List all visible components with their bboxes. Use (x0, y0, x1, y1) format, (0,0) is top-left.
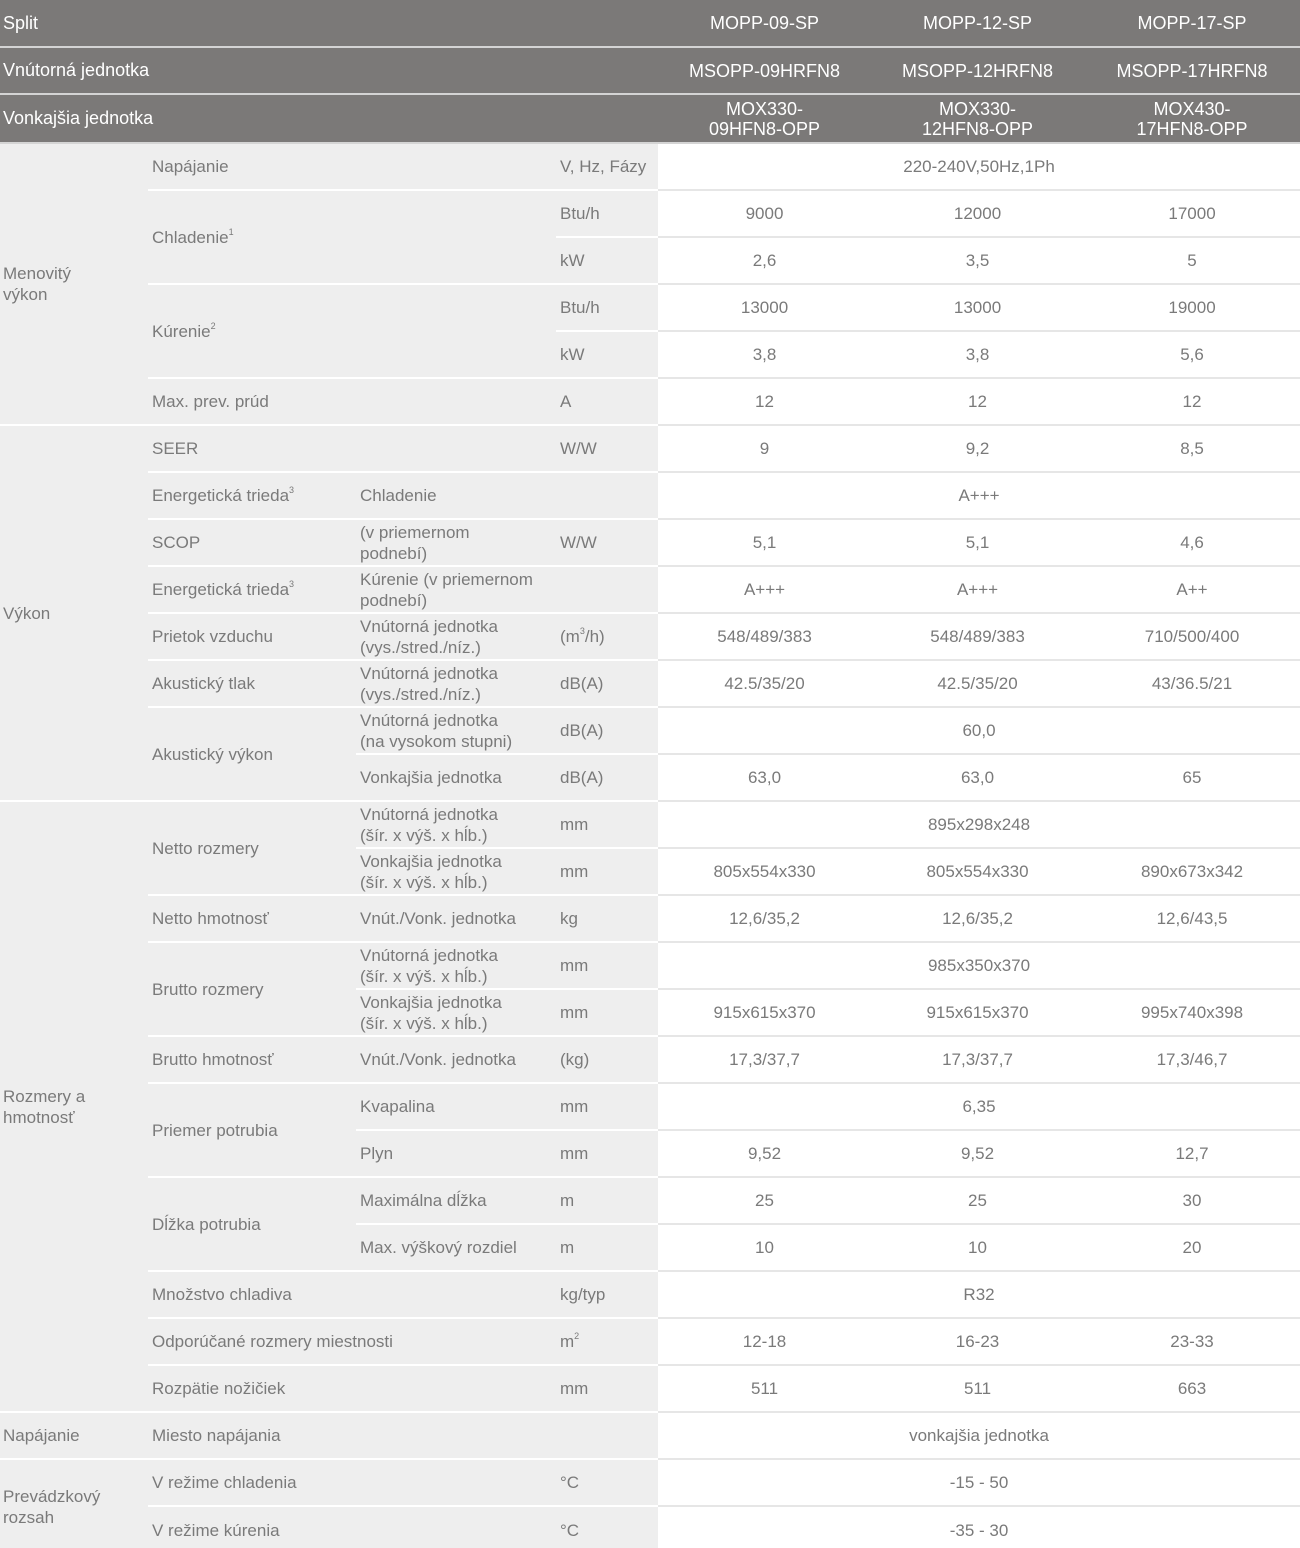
value-cell: -15 - 50 (658, 1459, 1300, 1506)
param-label: Brutto hmotnosť (148, 1036, 356, 1083)
value-cell: A+++ (871, 566, 1084, 613)
sub-label: Plyn (356, 1130, 556, 1177)
value-cell: 5,6 (1084, 331, 1300, 378)
table-row (0, 1177, 1300, 1224)
value-cell: 17,3/46,7 (1084, 1036, 1300, 1083)
value-cell: 985x350x370 (658, 942, 1300, 989)
unit-label: kg/typ (556, 1271, 658, 1318)
table-row (0, 190, 1300, 237)
value-cell: 63,0 (871, 754, 1084, 801)
value-cell: 65 (1084, 754, 1300, 801)
value-cell: 511 (871, 1365, 1084, 1412)
group-label: Menovitý výkon (0, 143, 148, 425)
unit-label: W/W (556, 425, 658, 472)
param-label: Dĺžka potrubia (148, 1177, 356, 1271)
value-cell: A+++ (658, 472, 1300, 519)
sub-label: Vnútorná jednotka (vys./stred./níz.) (356, 613, 556, 660)
param-label: Max. prev. prúd (148, 378, 556, 425)
value-cell: 5,1 (871, 519, 1084, 566)
unit-label: mm (556, 1365, 658, 1412)
table-row (0, 1036, 1300, 1083)
unit-label: mm (556, 989, 658, 1036)
value-cell: 10 (658, 1224, 871, 1271)
param-label: Napájanie (148, 143, 556, 190)
value-cell: 915x615x370 (871, 989, 1084, 1036)
sub-label: Vnút./Vonk. jednotka (356, 1036, 556, 1083)
value-cell: 8,5 (1084, 425, 1300, 472)
unit-label: °C (556, 1459, 658, 1506)
param-label: Netto rozmery (148, 801, 356, 895)
unit-label: kg (556, 895, 658, 942)
table-row (0, 801, 1300, 848)
table-row (0, 566, 1300, 613)
table-row (0, 284, 1300, 331)
value-cell: 60,0 (658, 707, 1300, 754)
value-cell: 3,8 (658, 331, 871, 378)
table-row (0, 425, 1300, 472)
param-label: Energetická trieda$^3$ (148, 566, 356, 613)
group-label: Napájanie (0, 1412, 148, 1459)
group-label: Rozmery a hmotnosť (0, 801, 148, 1412)
table-row (0, 942, 1300, 989)
model-cell: MOPP-12-SP (871, 0, 1084, 47)
value-cell: 895x298x248 (658, 801, 1300, 848)
value-cell: 17000 (1084, 190, 1300, 237)
sub-label: Vonkajšia jednotka (šír. x výš. x hĺb.) (356, 848, 556, 895)
table-row (0, 1412, 1300, 1459)
header-label: Vonkajšia jednotka (0, 94, 658, 143)
unit-label: $m^2$ (556, 1318, 658, 1365)
value-cell: 13000 (658, 284, 871, 331)
value-cell: 12000 (871, 190, 1084, 237)
value-cell: A+++ (658, 566, 871, 613)
sub-label: (v priemernom podnebí) (356, 519, 556, 566)
table-row (0, 1318, 1300, 1365)
value-cell: 805x554x330 (871, 848, 1084, 895)
param-label: Brutto rozmery (148, 942, 356, 1036)
model-cell: MOPP-17-SP (1084, 0, 1300, 47)
table-row (0, 1083, 1300, 1130)
value-cell: 42.5/35/20 (871, 660, 1084, 707)
unit-label: dB(A) (556, 707, 658, 754)
model-cell: MOX430- 17HFN8-OPP (1084, 94, 1300, 143)
param-label: V režime kúrenia (148, 1506, 556, 1548)
value-cell: 995x740x398 (1084, 989, 1300, 1036)
unit-label: W/W (556, 519, 658, 566)
sub-label: Chladenie (356, 472, 556, 519)
value-cell: 548/489/383 (871, 613, 1084, 660)
value-cell: 20 (1084, 1224, 1300, 1271)
table-row (0, 143, 1300, 190)
table-row (0, 707, 1300, 754)
value-cell: 220-240V,50Hz,1Ph (658, 143, 1300, 190)
table-row (0, 613, 1300, 660)
value-cell: 9,2 (871, 425, 1084, 472)
sub-label: Vnútorná jednotka (šír. x výš. x hĺb.) (356, 942, 556, 989)
header-label: Split (0, 0, 658, 47)
param-label: Akustický výkon (148, 707, 356, 801)
value-cell: 710/500/400 (1084, 613, 1300, 660)
header-row-outdoor (0, 94, 1300, 143)
unit-label: kW (556, 237, 658, 284)
unit-label (556, 1412, 658, 1459)
table-row (0, 895, 1300, 942)
value-cell: 12,6/35,2 (658, 895, 871, 942)
sub-label: Vnútorná jednotka (vys./stred./níz.) (356, 660, 556, 707)
value-cell: 12 (658, 378, 871, 425)
param-label: Množstvo chladiva (148, 1271, 556, 1318)
unit-label: mm (556, 1130, 658, 1177)
unit-label: Btu/h (556, 284, 658, 331)
sub-label: Vonkajšia jednotka (356, 754, 556, 801)
sub-label: Vnútorná jednotka (na vysokom stupni) (356, 707, 556, 754)
param-label: Miesto napájania (148, 1412, 556, 1459)
value-cell: 16-23 (871, 1318, 1084, 1365)
table-row (0, 1271, 1300, 1318)
model-cell: MSOPP-12HRFN8 (871, 47, 1084, 94)
value-cell: 12 (871, 378, 1084, 425)
unit-label: Btu/h (556, 190, 658, 237)
value-cell: 9000 (658, 190, 871, 237)
value-cell: 12,6/35,2 (871, 895, 1084, 942)
param-label: V režime chladenia (148, 1459, 556, 1506)
model-cell: MSOPP-17HRFN8 (1084, 47, 1300, 94)
table-row (0, 519, 1300, 566)
value-cell: 9,52 (658, 1130, 871, 1177)
value-cell: 13000 (871, 284, 1084, 331)
value-cell: 6,35 (658, 1083, 1300, 1130)
value-cell: 9 (658, 425, 871, 472)
value-cell: 23-33 (1084, 1318, 1300, 1365)
value-cell: -35 - 30 (658, 1506, 1300, 1548)
sub-label: Vnútorná jednotka (šír. x výš. x hĺb.) (356, 801, 556, 848)
table-row (0, 1506, 1300, 1548)
param-label: Energetická trieda$^3$ (148, 472, 356, 519)
value-cell: A++ (1084, 566, 1300, 613)
value-cell: 4,6 (1084, 519, 1300, 566)
param-label: SEER (148, 425, 556, 472)
value-cell: 42.5/35/20 (658, 660, 871, 707)
value-cell: 663 (1084, 1365, 1300, 1412)
table-row (0, 472, 1300, 519)
value-cell: 17,3/37,7 (658, 1036, 871, 1083)
unit-label: mm (556, 1083, 658, 1130)
table-row (0, 1365, 1300, 1412)
param-label: Odporúčané rozmery miestnosti (148, 1318, 556, 1365)
value-cell: 19000 (1084, 284, 1300, 331)
unit-label: kW (556, 331, 658, 378)
unit-label: mm (556, 801, 658, 848)
value-cell: 17,3/37,7 (871, 1036, 1084, 1083)
param-label: Akustický tlak (148, 660, 356, 707)
sub-label: Max. výškový rozdiel (356, 1224, 556, 1271)
value-cell: 12 (1084, 378, 1300, 425)
value-cell: R32 (658, 1271, 1300, 1318)
value-cell: 3,5 (871, 237, 1084, 284)
unit-label: V, Hz, Fázy (556, 143, 658, 190)
value-cell: 43/36.5/21 (1084, 660, 1300, 707)
value-cell: 511 (658, 1365, 871, 1412)
model-cell: MOPP-09-SP (658, 0, 871, 47)
model-cell: MOX330- 09HFN8-OPP (658, 94, 871, 143)
value-cell: vonkajšia jednotka (658, 1412, 1300, 1459)
value-cell: 548/489/383 (658, 613, 871, 660)
value-cell: 5 (1084, 237, 1300, 284)
unit-label: dB(A) (556, 660, 658, 707)
sub-label: Kvapalina (356, 1083, 556, 1130)
value-cell: 890x673x342 (1084, 848, 1300, 895)
model-cell: MSOPP-09HRFN8 (658, 47, 871, 94)
param-label: Rozpätie nožičiek (148, 1365, 556, 1412)
value-cell: 12-18 (658, 1318, 871, 1365)
table-row (0, 660, 1300, 707)
value-cell: 2,6 (658, 237, 871, 284)
sub-label: Maximálna dĺžka (356, 1177, 556, 1224)
param-label: Netto hmotnosť (148, 895, 356, 942)
param-label: SCOP (148, 519, 356, 566)
unit-label: m (556, 1224, 658, 1271)
unit-label (556, 472, 658, 519)
sub-label: Vnút./Vonk. jednotka (356, 895, 556, 942)
value-cell: 12,7 (1084, 1130, 1300, 1177)
header-row-indoor (0, 47, 1300, 94)
unit-label: m (556, 1177, 658, 1224)
unit-label: dB(A) (556, 754, 658, 801)
table-row (0, 378, 1300, 425)
value-cell: 915x615x370 (658, 989, 871, 1036)
value-cell: 12,6/43,5 (1084, 895, 1300, 942)
value-cell: 10 (871, 1224, 1084, 1271)
sub-label: Kúrenie (v priemernom podnebí) (356, 566, 658, 613)
table-row (0, 1459, 1300, 1506)
value-cell: 5,1 (658, 519, 871, 566)
header-row-split (0, 0, 1300, 47)
unit-label: A (556, 378, 658, 425)
model-cell: MOX330- 12HFN8-OPP (871, 94, 1084, 143)
unit-label: $(m^3/h)$ (556, 613, 658, 660)
unit-label: mm (556, 942, 658, 989)
unit-label: (kg) (556, 1036, 658, 1083)
param-label: Prietok vzduchu (148, 613, 356, 660)
unit-label: °C (556, 1506, 658, 1548)
value-cell: 805x554x330 (658, 848, 871, 895)
value-cell: 3,8 (871, 331, 1084, 378)
value-cell: 25 (658, 1177, 871, 1224)
value-cell: 25 (871, 1177, 1084, 1224)
group-label: Prevádzkový rozsah (0, 1459, 148, 1548)
param-label: Priemer potrubia (148, 1083, 356, 1177)
value-cell: 30 (1084, 1177, 1300, 1224)
sub-label: Vonkajšia jednotka (šír. x výš. x hĺb.) (356, 989, 556, 1036)
value-cell: 63,0 (658, 754, 871, 801)
unit-label: mm (556, 848, 658, 895)
param-label: Chladenie$^1$ (148, 190, 556, 284)
group-label: Výkon (0, 425, 148, 801)
header-label: Vnútorná jednotka (0, 47, 658, 94)
value-cell: 9,52 (871, 1130, 1084, 1177)
param-label: Kúrenie$^2$ (148, 284, 556, 378)
